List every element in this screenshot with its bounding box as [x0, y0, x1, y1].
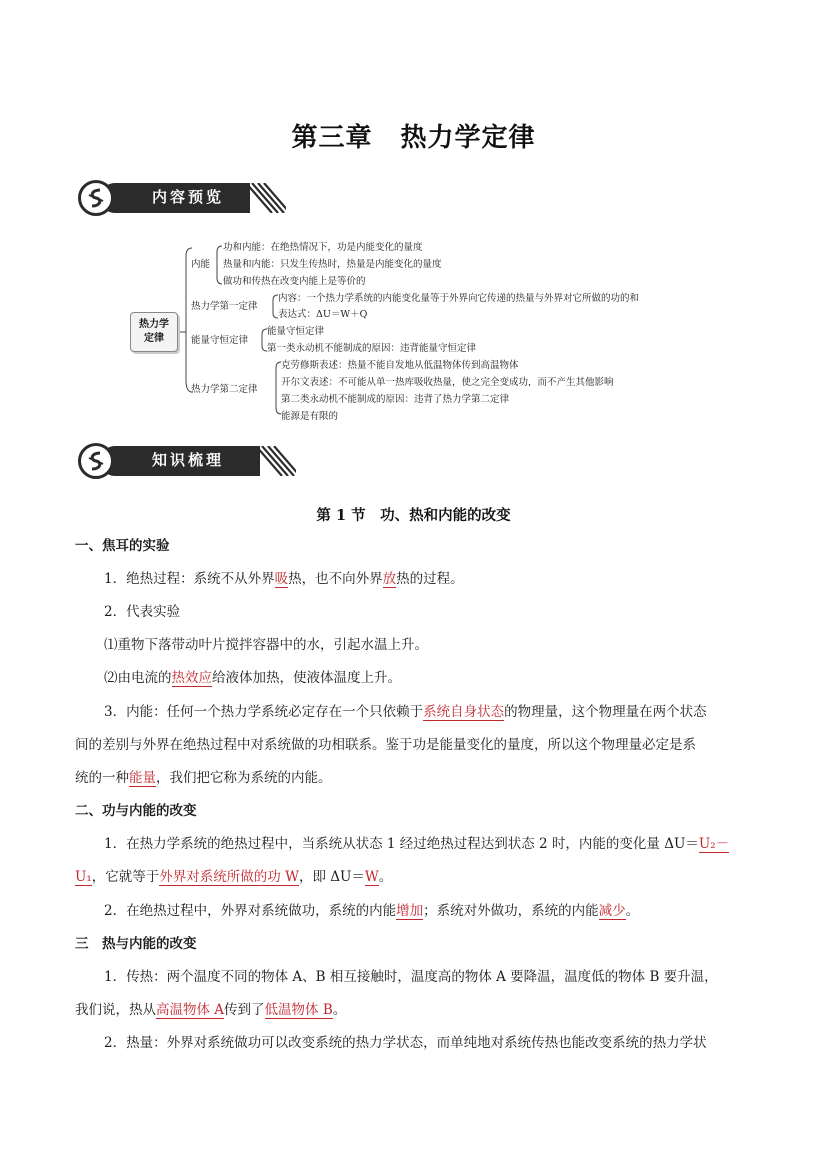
map-item: 开尔文表述：不可能从单一热库吸收热量，使之完全变成功，而不产生其他影响 — [281, 377, 614, 388]
map-item: 能量守恒定律 — [267, 326, 325, 337]
paragraph: 2．热量：外界对系统做功可以改变系统的热力学状态，而单纯地对系统传热也能改变系统的热力学状 — [104, 1035, 707, 1051]
paragraph: U₁，它就等于外界对系统所做的功 W，即 ΔU＝W。 — [75, 869, 393, 885]
map-item: 第二类永动机不能制成的原因：违背了热力学第二定律 — [281, 394, 510, 405]
map-group-second-law: 热力学第二定律 — [191, 384, 258, 395]
map-center-node: 热力学 定律 — [130, 312, 178, 352]
paragraph: ⑴重物下落带动叶片搅拌容器中的水，引起水温上升。 — [104, 637, 428, 653]
heading-heat-internal-energy: 三 热与内能的改变 — [75, 936, 197, 952]
banner-label: 知识梳理 — [152, 451, 225, 469]
hatch-decoration-icon — [256, 446, 296, 476]
map-item: 做功和传热在改变内能上是等价的 — [223, 276, 366, 287]
map-item: 能源是有限的 — [281, 411, 339, 422]
section-badge-icon — [78, 443, 114, 479]
map-item: 第一类永动机不能制成的原因：违背能量守恒定律 — [267, 343, 477, 354]
paragraph: 2．在绝热过程中，外界对系统做功，系统的内能增加；系统对外做功，系统的内能减少。 — [104, 903, 640, 919]
section-title: 第 1 节 功、热和内能的改变 — [316, 507, 511, 524]
map-group-internal-energy: 内能 — [191, 259, 211, 270]
paragraph: 1．绝热过程：系统不从外界吸热，也不向外界放热的过程。 — [104, 571, 464, 587]
paragraph: 间的差别与外界在绝热过程中对系统做的功相联系。鉴于功是能量变化的量度，所以这个物理量必定是系 — [75, 737, 696, 753]
paragraph: 统的一种能量，我们把它称为系统的内能。 — [75, 770, 332, 786]
map-group-first-law: 热力学第一定律 — [191, 301, 258, 312]
map-item: 表达式：ΔU＝W＋Q — [278, 309, 368, 320]
paragraph: 1．传热：两个温度不同的物体 A、B 相互接触时，温度高的物体 A 要降温，温度低的物体 B 要升温， — [104, 969, 718, 985]
banner-label: 内容预览 — [152, 188, 225, 206]
chapter-title: 第三章 热力学定律 — [291, 123, 536, 153]
paragraph: 3．内能：任何一个热力学系统必定存在一个只依赖于系统自身状态的物理量，这个物理量在两个状态 — [104, 704, 707, 720]
concept-map — [0, 0, 827, 430]
heading-joule-experiment: 一、焦耳的实验 — [75, 538, 170, 554]
map-item: 功和内能：在绝热情况下，功是内能变化的量度 — [223, 242, 423, 253]
map-group-conservation: 能量守恒定律 — [191, 335, 249, 346]
map-item: 克劳修斯表述：热量不能自发地从低温物体传到高温物体 — [281, 360, 519, 371]
knowledge-review-banner — [78, 443, 298, 479]
paragraph: 2．代表实验 — [104, 604, 181, 620]
map-item: 热量和内能：只发生传热时，热量是内能变化的量度 — [223, 259, 442, 270]
paragraph: 1．在热力学系统的绝热过程中，当系统从状态 1 经过绝热过程达到状态 2 时，内能的变化量 ΔU＝U₂－ — [104, 836, 730, 852]
paragraph: ⑵由电流的热效应给液体加热，使液体温度上升。 — [104, 670, 401, 686]
paragraph: 我们说，热从高温物体 A传到了低温物体 B。 — [75, 1002, 347, 1018]
heading-work-internal-energy: 二、功与内能的改变 — [75, 803, 197, 819]
map-item: 内容：一个热力学系统的内能变化量等于外界向它传递的热量与外界对它所做的功的和 — [278, 293, 640, 304]
